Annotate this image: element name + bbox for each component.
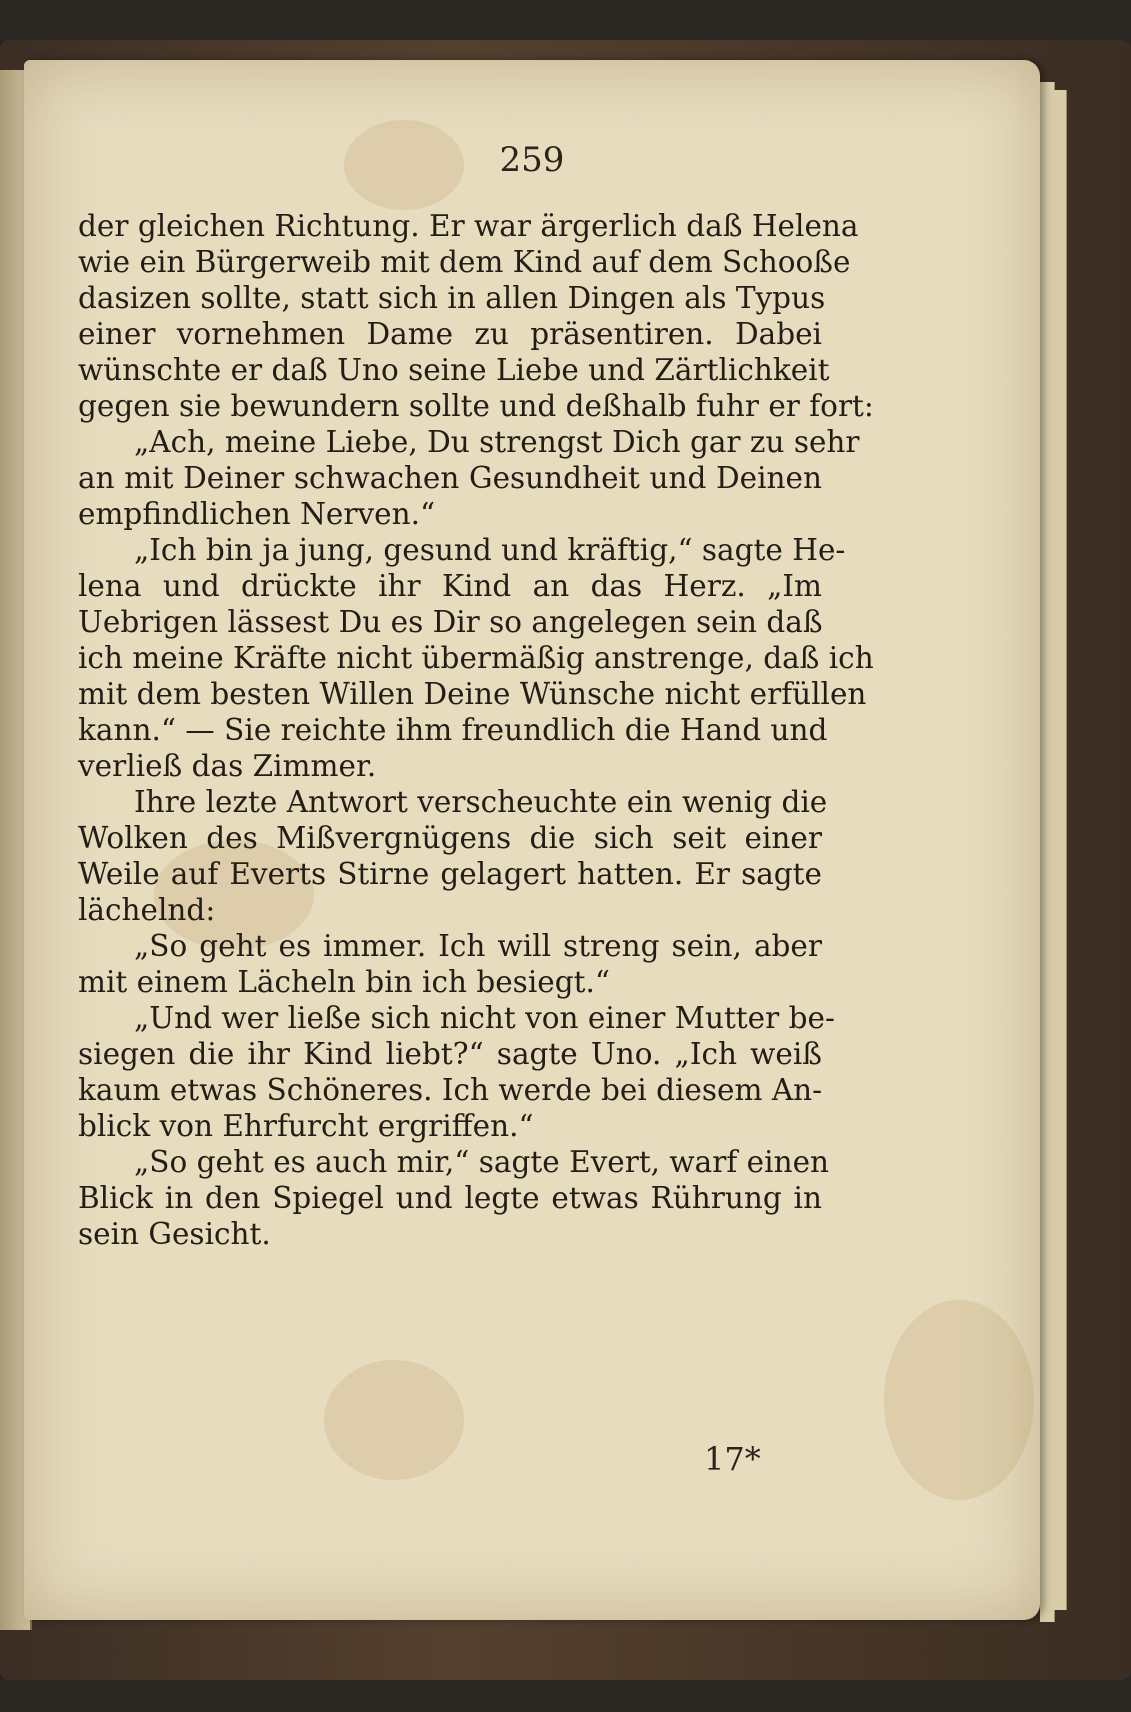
text-line: wünschte er daß Uno seine Liebe und Zärtlichkeit (78, 353, 830, 387)
text-line: sein Gesicht. (78, 1217, 271, 1251)
text-line: „Und wer ließe sich nicht von einer Mutter be- (134, 1001, 835, 1035)
text-line: „So geht es immer. Ich will streng sein, aber (134, 929, 822, 963)
text-line: verließ das Zimmer. (78, 749, 377, 783)
text-line: Weile auf Everts Stirne gelagert hatten. Er sagte (78, 857, 822, 891)
text-line: „Ich bin ja jung, gesund und kräftig,“ sagte He- (134, 533, 846, 567)
text-line: ich meine Kräfte nicht übermäßig anstrenge, daß ich (78, 641, 874, 675)
text-line: der gleichen Richtung. Er war ärgerlich daß Helena (78, 209, 859, 243)
text-line: dasizen sollte, statt sich in allen Dingen als Typus (78, 281, 826, 315)
text-line: mit einem Lächeln bin ich besiegt.“ (78, 965, 610, 999)
text-line: einer vornehmen Dame zu präsentiren. Dabei (78, 317, 822, 351)
text-line: an mit Deiner schwachen Gesundheit und Deinen (78, 461, 822, 495)
text-line: kann.“ — Sie reichte ihm freundlich die Hand und (78, 713, 828, 747)
text-line: siegen die ihr Kind liebt?“ sagte Uno. „Ich weiß (78, 1037, 822, 1071)
text-line: empfindlichen Nerven.“ (78, 497, 436, 531)
paper-stain (324, 1360, 464, 1480)
page-edge (1054, 90, 1067, 1610)
text-line: „So geht es auch mir,“ sagte Evert, warf einen (134, 1145, 830, 1179)
page-text (78, 208, 874, 1252)
page-number: 259 (499, 140, 565, 180)
book-page (24, 60, 1040, 1620)
text-line: blick von Ehrfurcht ergriffen.“ (78, 1109, 534, 1143)
text-line: Ihre lezte Antwort verscheuchte ein wenig die (134, 785, 828, 819)
text-line: Uebrigen lässest Du es Dir so angelegen sein daß (78, 605, 823, 639)
text-line: wie ein Bürgerweib mit dem Kind auf dem Schooße (78, 245, 851, 279)
text-line: gegen sie bewundern sollte und deßhalb fuhr er fort: (78, 389, 874, 423)
text-line: Blick in den Spiegel und legte etwas Rührung in (78, 1181, 822, 1215)
text-line: kaum etwas Schöneres. Ich werde bei diesem An- (78, 1073, 823, 1107)
text-line: Wolken des Mißvergnügens die sich seit einer (78, 821, 822, 855)
text-line: „Ach, meine Liebe, Du strengst Dich gar zu sehr (134, 425, 860, 459)
text-line: mit dem besten Willen Deine Wünsche nicht erfüllen (78, 677, 867, 711)
page-edge (1040, 82, 1055, 1622)
paper-stain (884, 1300, 1034, 1500)
signature-mark: 17* (704, 1440, 761, 1478)
text-line: lena und drückte ihr Kind an das Herz. „Im (78, 569, 822, 603)
text-line: lächelnd: (78, 893, 216, 927)
